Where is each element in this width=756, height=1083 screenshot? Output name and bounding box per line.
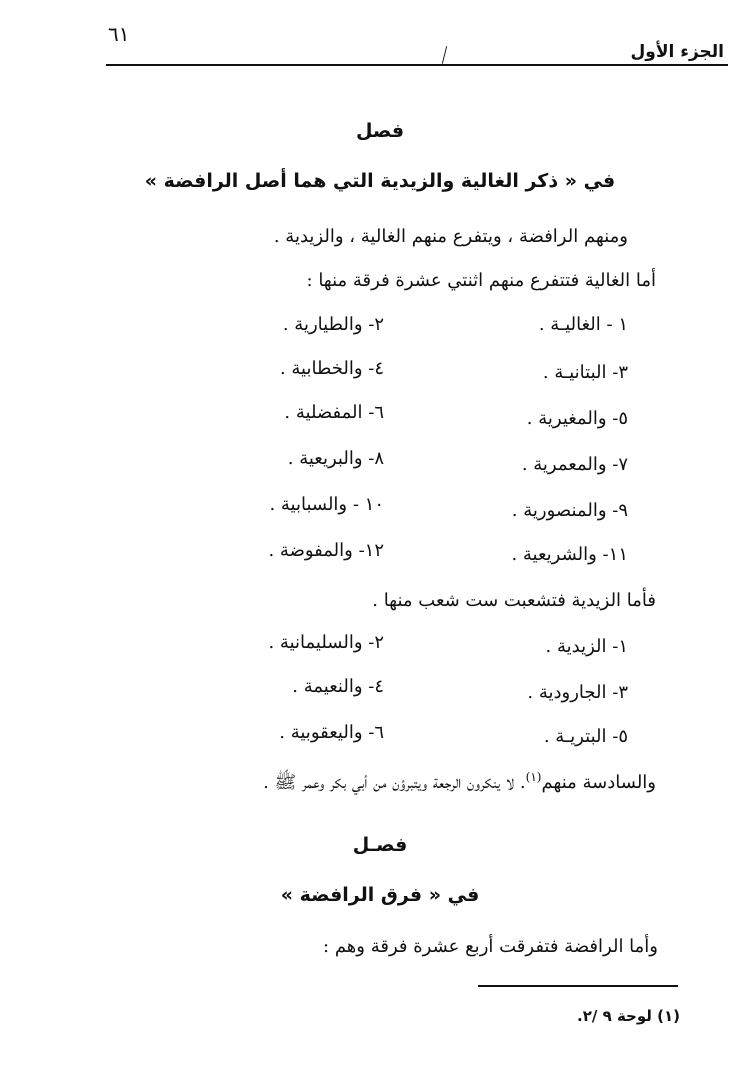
section2-title: فصـل [352, 834, 408, 856]
section2-intro: وأما الرافضة فتفرقت أربع عشرة فرقة وهم : [323, 936, 658, 957]
sect-item: ٣- الجارودية . [527, 682, 628, 703]
sect-item: ١٠ - والسبابية . [269, 494, 384, 515]
sect-item: ٥- البتريـة . [543, 726, 628, 747]
sect-item: ٥- والمغيرية . [526, 408, 628, 429]
sect-item: ١- الزيدية . [545, 636, 628, 657]
sect-item: ٣- البتانيـة . [542, 362, 628, 383]
sixth-sect-paragraph [263, 770, 656, 797]
sect-item: ١١- والشريعية . [511, 544, 628, 565]
sect-item: ٤- والنعيمة . [292, 676, 384, 697]
sect-item: ٢- والطيارية . [282, 314, 384, 335]
sect-item: ١٢- والمفوضة . [268, 540, 384, 561]
sect-item: ٧- والمعمرية . [521, 454, 628, 475]
sect-item: ٢- والسليمانية . [268, 632, 384, 653]
section2-subtitle: في « فرق الرافضة » [280, 884, 480, 906]
ghaliya-intro: أما الغالية فتتفرع منهم اثنتي عشرة فرقة منها : [306, 270, 656, 291]
page-number: ٦١ [108, 22, 130, 46]
footnote-marker: (١) [525, 770, 542, 784]
footnote: (١) لوحة ٩ /٢. [577, 1007, 680, 1025]
sect-item: ١ - الغاليـة . [538, 314, 628, 335]
section-title: فصل [355, 120, 405, 142]
intro-paragraph: ومنهم الرافضة ، ويتفرع منهم الغالية ، والزيدية . [273, 226, 628, 247]
sect-item: ٤- والخطابية . [279, 358, 384, 379]
zaydiya-intro: فأما الزيدية فتشعبت ست شعب منها . [372, 590, 656, 611]
sect-item: ٦- واليعقوبية . [279, 722, 384, 743]
sect-item: ٨- والبريعية . [287, 448, 384, 469]
running-header: الجزء الأول [630, 42, 724, 62]
footnote-rule [478, 985, 678, 987]
sect-item: ٦- المفضلية . [284, 402, 384, 423]
section-subtitle: في « ذكر الغالية والزيدية التي هما أصل الرافضة » [144, 170, 616, 192]
header-rule [106, 64, 728, 66]
sixth-text-a: والسادسة منهم [541, 772, 656, 793]
sixth-text-b: . لا ينكرون الرجعة ويتبرؤن من أبي بكر وعمر ﷺ . [263, 772, 526, 793]
header-mark [442, 46, 447, 64]
sect-item: ٩- والمنصورية . [511, 500, 628, 521]
